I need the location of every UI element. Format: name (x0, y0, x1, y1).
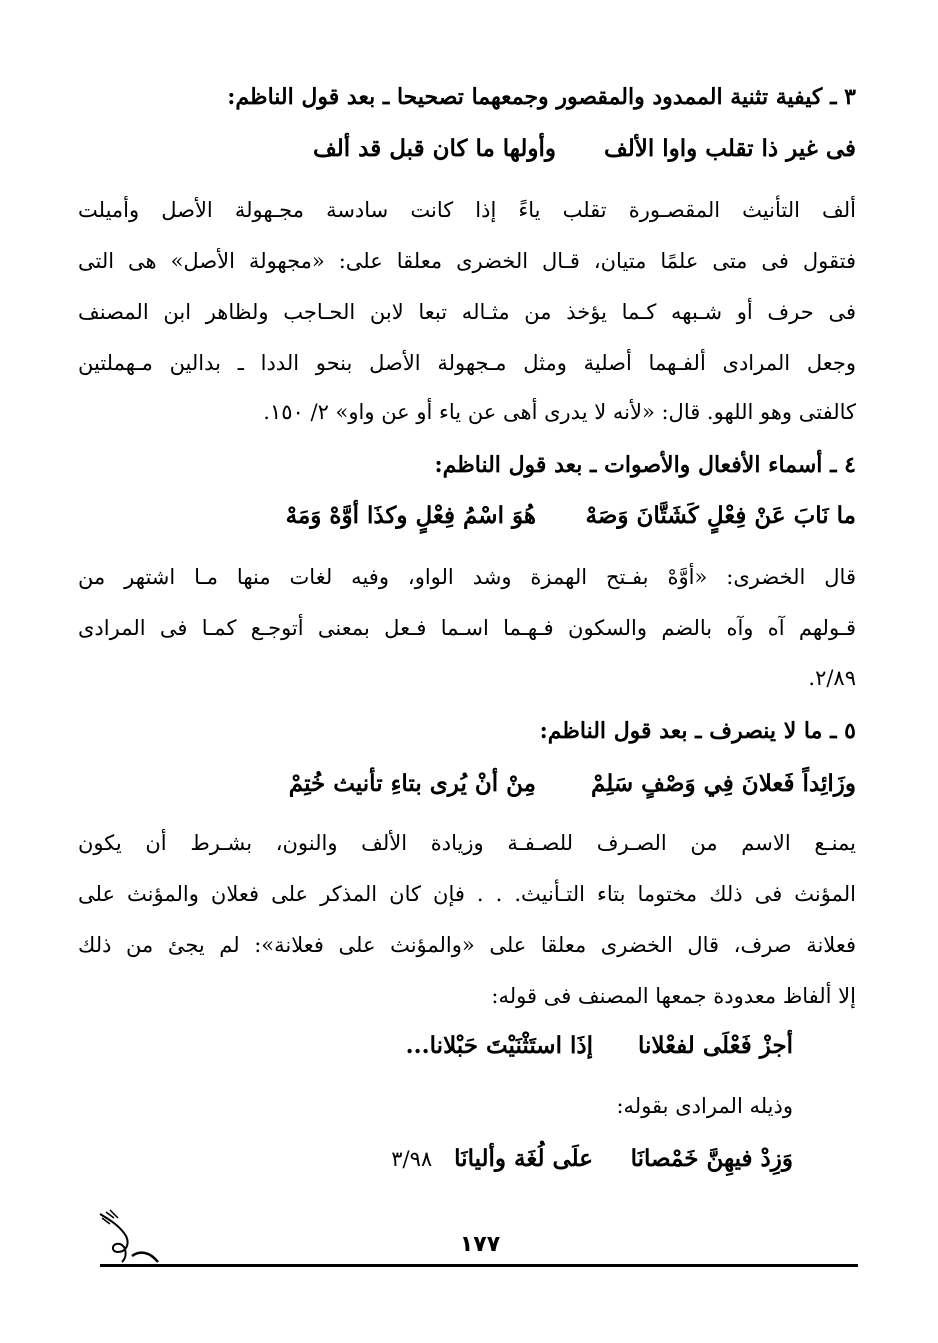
paragraph-line: قـولهم آه وآه بالضم والسكون فـهـما اسـما فـعل بمعنى أتوجـع كمـا فى المرادى (78, 616, 856, 640)
paragraph-line: فتقول فى متى علمًا متيان، قـال الخضرى معلقا على: «مجهولة الأصل» هى التى (78, 249, 856, 273)
section-4-heading: ٤ ـ أسماء الأفعال والأصوات ـ بعد قول الناظم: (434, 452, 856, 478)
note-line: وذيله المرادى بقوله: (616, 1094, 793, 1118)
paragraph-line: يمنـع الاسم من الصـرف للصـفـة وزيادة الألف والنون، بشـرط أن يكون (78, 831, 856, 855)
paragraph-line: كالفتى وهو اللهو. قال: «لأنه لا يدرى أهى عن ياء أو عن واو» ٢/ ١٥٠. (263, 400, 856, 424)
verse-second-hemistich: إذَا استَثْنَيْتَ حَبْلانا... (405, 1032, 593, 1059)
paragraph-line: فعلانة صرف، قال الخضرى معلقا على «والمؤنث على فعلانة»: لم يجئ من ذلك (78, 933, 856, 957)
verse-second-hemistich: هُوَ اسْمُ فِعْلٍ وكذَا أوَّهْ وَمَهْ (285, 502, 536, 529)
verse-first-hemistich: وَزِدْ فيهِنَّ خَمْصانَا (630, 1145, 793, 1172)
verse-first-hemistich: أجزْ فَعْلَى لفعْلانا (637, 1032, 793, 1059)
paragraph-line: فى حرف أو شـبهه كـما يؤخذ من مثـاله تبعا لابن الحـاجب ولظاهر ابن المصنف (78, 300, 856, 324)
paragraph-line: إلا ألفاظ معدودة جمعها المصنف فى قوله: (491, 984, 856, 1008)
section-3-heading: ٣ ـ كيفية تثنية الممدود والمقصور وجمعهما تصحيحا ـ بعد قول الناظم: (227, 84, 856, 110)
paragraph-line: قال الخضرى: «أوَّهْ بفـتح الهمزة وشد الواو، وفيه لغات منها مـا اشتهر من (78, 565, 856, 589)
verse-second-hemistich (391, 1143, 593, 1175)
decorative-ornament-icon (96, 1206, 166, 1268)
verse-first-hemistich: وزَائِداً فَعلانَ فِي وَصْفٍ سَلِمْ (590, 770, 856, 797)
footer-rule (100, 1264, 858, 1267)
paragraph-line: المؤنث فى ذلك مختوما بتاء التـأنيث. . . فإن كان المذكر على فعلان والمؤنث على (78, 882, 856, 906)
section-5-heading: ٥ ـ ما لا ينصرف ـ بعد قول الناظم: (539, 718, 856, 744)
paragraph-line: ألف التأنيث المقصـورة تقلب ياءً إذا كانت سادسة مجـهولة الأصل وأميلت (78, 198, 856, 222)
reference-number: ٣/٩٨ (391, 1147, 433, 1171)
hemistich-text: علَى لُغَة وأليانَا (454, 1145, 593, 1172)
page-number: ١٧٧ (459, 1232, 501, 1257)
verse-second-hemistich: مِنْ أنْ يُرى بتاءِ تأنيث خُتِمْ (288, 770, 536, 797)
verse-first-hemistich: فى غير ذا تقلب واوا الألف (603, 135, 856, 162)
verse-second-hemistich: وأولها ما كان قبل قد ألف (312, 135, 556, 162)
paragraph-line: ٢/٨٩. (808, 666, 856, 690)
paragraph-line: وجعل المرادى ألفـهما أصلية ومثل مـجهولة الأصل بنحو الددا ـ بدالين مـهملتين (78, 351, 856, 375)
verse-first-hemistich: ما نَابَ عَنْ فِعْلٍ كَشَتَّانَ وَصَهْ (585, 502, 856, 529)
